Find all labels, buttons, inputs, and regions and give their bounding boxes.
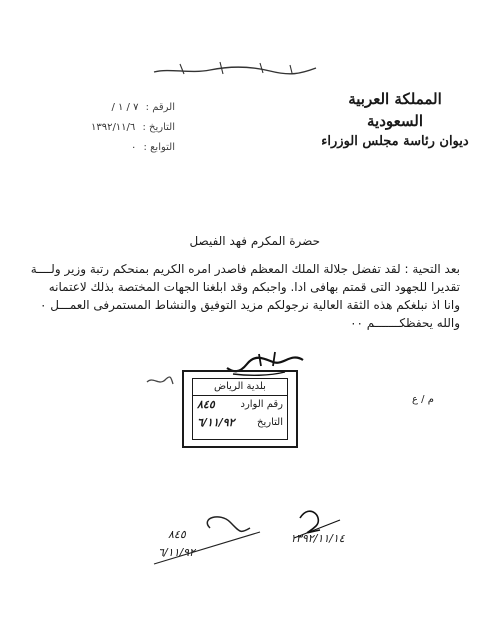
handwritten-left-date: ٦/١١/٩٢ bbox=[158, 546, 195, 559]
reference-block bbox=[55, 98, 175, 158]
ref-number-value: ٧ / ١ / bbox=[111, 102, 139, 113]
stamp-number-row bbox=[193, 396, 287, 414]
small-scribble bbox=[145, 372, 175, 390]
letterhead-kingdom: المملكة العربية السعودية bbox=[348, 90, 442, 130]
letterhead bbox=[320, 88, 470, 152]
stamp-date-value: ٦/١١/٩٢ bbox=[197, 416, 235, 429]
paragraph-line-1: بعد التحية : لقد تفضل جلالة الملك المعظم فاصدر امره الكريم بمنحكم رتبة وزير ولــــة bbox=[30, 262, 460, 276]
ref-date-label: التاريخ : bbox=[142, 122, 175, 133]
basmala bbox=[150, 58, 320, 80]
ref-attachments-line bbox=[55, 138, 175, 158]
stamp-inner-frame bbox=[192, 378, 288, 440]
ref-date-value: ١٣٩٢/١١/٦ bbox=[90, 122, 136, 133]
received-stamp bbox=[182, 370, 298, 448]
ref-date-line bbox=[55, 118, 175, 138]
ref-attachments-label: التوابع : bbox=[143, 142, 175, 153]
handwritten-received-note bbox=[150, 498, 270, 578]
paragraph-line-3: وانا اذ نبلغكم هذه الثقة العالية نرجولكم مزيد التوفيق والنشاط المستمرفى العمـــل ٠ bbox=[39, 298, 460, 312]
closing-line: والله يحفظكـــــــم ٠٠ bbox=[350, 316, 460, 330]
letter-body bbox=[30, 232, 460, 332]
ref-attachments-value: ٠ bbox=[130, 142, 137, 153]
ref-number-line bbox=[55, 98, 175, 118]
handwritten-date: ١٣٩٢/١١/١٤ bbox=[290, 532, 345, 545]
stamp-title: بلدية الرياض bbox=[193, 379, 287, 396]
letterhead-office: ديوان رئاسة مجلس الوزراء bbox=[321, 134, 469, 149]
margin-note: م / ع bbox=[412, 394, 434, 405]
stamp-number-value: ٨٤٥ bbox=[197, 398, 215, 411]
ref-number-label: الرقم : bbox=[145, 102, 175, 113]
basmala-script bbox=[150, 58, 320, 80]
handwritten-date-note bbox=[280, 498, 400, 578]
handwritten-signature-right bbox=[280, 498, 400, 558]
stamp-date-row bbox=[193, 414, 287, 432]
salutation: حضرة المكرم فهد الفيصل bbox=[189, 234, 320, 248]
stamp-number-label: رقم الوارد bbox=[240, 399, 283, 410]
stamp-date-label: التاريخ bbox=[257, 417, 283, 428]
handwritten-number: ٨٤٥ bbox=[168, 528, 186, 541]
paragraph-line-2: تقديرا للجهود التى قمتم بهافى ادا. واجبكم وقد ابلغنا الجهات المختصة بذلك لاعتمانه bbox=[48, 280, 460, 294]
